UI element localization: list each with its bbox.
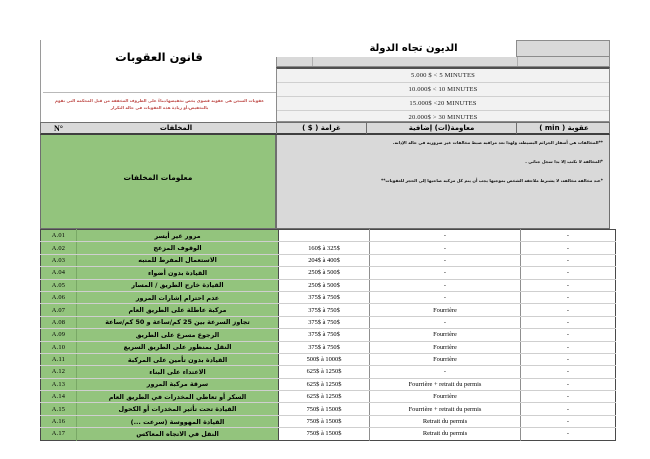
note-line: *عند مخالفة مخالفة، لا يشترط ملاحقة الشخص بموجبها يجب أن يتم كل مركبة صاحبها إلى الحجز للعقوبات** — [381, 177, 603, 183]
row-fine: 500$ à 1000$ — [279, 353, 370, 365]
row-offence: السكر أو تعاطي المخدرات في الطريق العام — [77, 391, 279, 403]
row-extra: - — [370, 291, 521, 303]
row-fine: 625$ à 1250$ — [279, 391, 370, 403]
table-row[interactable] — [41, 353, 616, 365]
row-fine: 750$ à 1500$ — [279, 415, 370, 427]
row-offence: تجاوز السرعة بين 25 كم/ساعة و 50 كم/ساعة — [77, 316, 279, 328]
row-number: A.10 — [41, 341, 77, 353]
row-number: A.11 — [41, 353, 77, 365]
table-row[interactable] — [41, 403, 616, 415]
row-number: A.14 — [41, 391, 77, 403]
row-fine: 160$ à 325$ — [279, 242, 370, 254]
row-extra: - — [370, 242, 521, 254]
row-extra: Retrait du permis — [370, 428, 521, 440]
row-offence: النقل في الاتجاه المعاكس — [77, 428, 279, 440]
table-row[interactable] — [41, 304, 616, 316]
table-row[interactable] — [41, 242, 616, 254]
notes-cell — [276, 135, 610, 229]
row-offence: الرجوع مسرع على الطريق — [77, 329, 279, 341]
row-jail: - — [521, 428, 616, 440]
row-offence: الاستعمال المفرط للمنبه — [77, 254, 279, 266]
row-extra: Fourrière + retrait du permis — [370, 403, 521, 415]
table-row[interactable] — [41, 415, 616, 427]
row-extra: - — [370, 316, 521, 328]
row-fine: 375$ à 750$ — [279, 329, 370, 341]
table-row[interactable] — [41, 378, 616, 390]
row-number: A.06 — [41, 291, 77, 303]
debt-tier-row: 15.000$ <20 MINUTES — [277, 97, 609, 111]
row-offence: مركبة عاطلة على الطريق العام — [77, 304, 279, 316]
row-jail: - — [521, 366, 616, 378]
header-number: N° — [54, 124, 63, 133]
row-extra: Fourrière — [370, 329, 521, 341]
offences-table — [40, 229, 616, 441]
row-jail: - — [521, 242, 616, 254]
table-row[interactable] — [41, 230, 616, 242]
title-spacer — [276, 40, 311, 57]
row-fine: 375$ à 750$ — [279, 304, 370, 316]
row-jail: - — [521, 391, 616, 403]
row-jail: - — [521, 415, 616, 427]
state-debt-title-row — [276, 40, 610, 57]
row-offence: القيادة المهووسة (سرعت ...) — [77, 415, 279, 427]
row-number: A.12 — [41, 366, 77, 378]
row-offence: القيادة خارج الطريق / المسار — [77, 279, 279, 291]
row-number: A.02 — [41, 242, 77, 254]
row-jail: - — [521, 378, 616, 390]
offence-info-cell — [40, 135, 276, 229]
row-number: A.04 — [41, 267, 77, 279]
row-number: A.16 — [41, 415, 77, 427]
penal-code-title: قانون العقوبات — [115, 50, 203, 64]
row-extra: Fourrière — [370, 341, 521, 353]
title-band — [40, 40, 610, 122]
row-jail: - — [521, 230, 616, 242]
debt-tier-row: 5.000 $ < 5 MINUTES — [277, 69, 609, 83]
row-offence: الوقوف المزعج — [77, 242, 279, 254]
header-extra: معاومة(ات) إضافية — [367, 123, 517, 134]
row-extra: - — [370, 366, 521, 378]
header-jail: عقوبة ( min ) — [539, 124, 589, 132]
row-jail: - — [521, 279, 616, 291]
row-offence: مرور غير أيسر — [77, 230, 279, 242]
row-fine: 625$ à 1250$ — [279, 366, 370, 378]
table-row[interactable] — [41, 267, 616, 279]
row-jail: - — [521, 341, 616, 353]
row-offence: القيادة تحت تأثير المخدرات أو الكحول — [77, 403, 279, 415]
penal-code-block — [40, 40, 276, 122]
row-jail: - — [521, 403, 616, 415]
row-fine: 250$ à 500$ — [279, 279, 370, 291]
debt-tier-row: 10.000$ < 10 MINUTES — [277, 83, 609, 97]
row-offence: القيادة بدون تأمين على المركبة — [77, 353, 279, 365]
row-extra: Fourrière — [370, 304, 521, 316]
offence-info-label: معلومات المخلفات — [123, 173, 193, 182]
row-extra: Fourrière — [370, 353, 521, 365]
row-jail: - — [521, 291, 616, 303]
table-row[interactable] — [41, 391, 616, 403]
row-offence: سرقة مركبة المرور — [77, 378, 279, 390]
debt-tier-list — [276, 67, 610, 122]
row-number: A.09 — [41, 329, 77, 341]
table-row[interactable] — [41, 254, 616, 266]
row-fine: 204$ à 400$ — [279, 254, 370, 266]
row-number: A.05 — [41, 279, 77, 291]
row-number: A.07 — [41, 304, 77, 316]
row-offence: النقل بمنظور على الطريق السريع — [77, 341, 279, 353]
row-fine — [279, 230, 370, 242]
row-extra: - — [370, 254, 521, 266]
header-fine: غرامة ( $ ) — [277, 123, 367, 134]
row-extra: - — [370, 267, 521, 279]
row-fine: 375$ à 750$ — [279, 291, 370, 303]
debt-tier-row: 20.000$ > 30 MINUTES — [408, 114, 478, 121]
row-fine: 625$ à 1250$ — [279, 378, 370, 390]
row-fine: 750$ à 1500$ — [279, 428, 370, 440]
row-number: A.01 — [41, 230, 77, 242]
row-jail: - — [521, 304, 616, 316]
offences-table-body — [41, 230, 616, 441]
table-row[interactable] — [41, 279, 616, 291]
state-debt-block — [276, 40, 610, 122]
table-row[interactable] — [41, 291, 616, 303]
table-row[interactable] — [41, 316, 616, 328]
row-number: A.03 — [41, 254, 77, 266]
row-number: A.13 — [41, 378, 77, 390]
top-right-empty-cell — [516, 40, 610, 57]
row-jail: - — [521, 267, 616, 279]
table-row[interactable] — [41, 341, 616, 353]
row-extra: Fourrière — [370, 391, 521, 403]
row-jail: - — [521, 353, 616, 365]
row-fine: 750$ à 1500$ — [279, 403, 370, 415]
row-jail: - — [521, 254, 616, 266]
row-number: A.15 — [41, 403, 77, 415]
row-fine: 375$ à 750$ — [279, 341, 370, 353]
penal-code-note: عقوبات السجن هي عقوبة قصوى يخص تخفيضها،بناءً على الظروف المخففة من قبل المحكمة التي تقوم بالتخفيض،أو زيادة هذه العقوبات في حالة التكرار — [43, 92, 276, 111]
row-extra: - — [370, 230, 521, 242]
row-number: A.17 — [41, 428, 77, 440]
row-number: A.08 — [41, 316, 77, 328]
row-extra: - — [370, 279, 521, 291]
row-extra: Retrait du permis — [370, 415, 521, 427]
debt-separator-strip — [276, 57, 610, 67]
header-offence: المخلفات — [76, 123, 277, 134]
row-offence: القيادة بدون أضواء — [77, 267, 279, 279]
row-extra: Fourrière + retrait du permis — [370, 378, 521, 390]
info-notes-band — [40, 135, 610, 229]
table-row[interactable] — [41, 366, 616, 378]
row-fine: 375$ à 750$ — [279, 316, 370, 328]
row-jail: - — [521, 329, 616, 341]
row-offence: عدم احترام إشارات المرور — [77, 291, 279, 303]
spreadsheet-sheet — [40, 40, 610, 438]
table-row[interactable] — [41, 329, 616, 341]
row-offence: الاعتداء على البناء — [77, 366, 279, 378]
row-fine: 250$ à 500$ — [279, 267, 370, 279]
note-line: **المخالفات هي أسفار الجرائم البسيطة، ولهذا تعد مراقبة ضبط مخالفات غير ضرورية في حالة الإدانة. — [392, 140, 603, 145]
table-row[interactable] — [41, 428, 616, 440]
table-header-row — [40, 122, 610, 135]
note-line: *المخالفة لا تكتب إلا بدا سجل جنائي . — [525, 158, 603, 164]
state-debt-title: الديون تجاه الدولة — [311, 40, 516, 57]
row-jail: - — [521, 316, 616, 328]
